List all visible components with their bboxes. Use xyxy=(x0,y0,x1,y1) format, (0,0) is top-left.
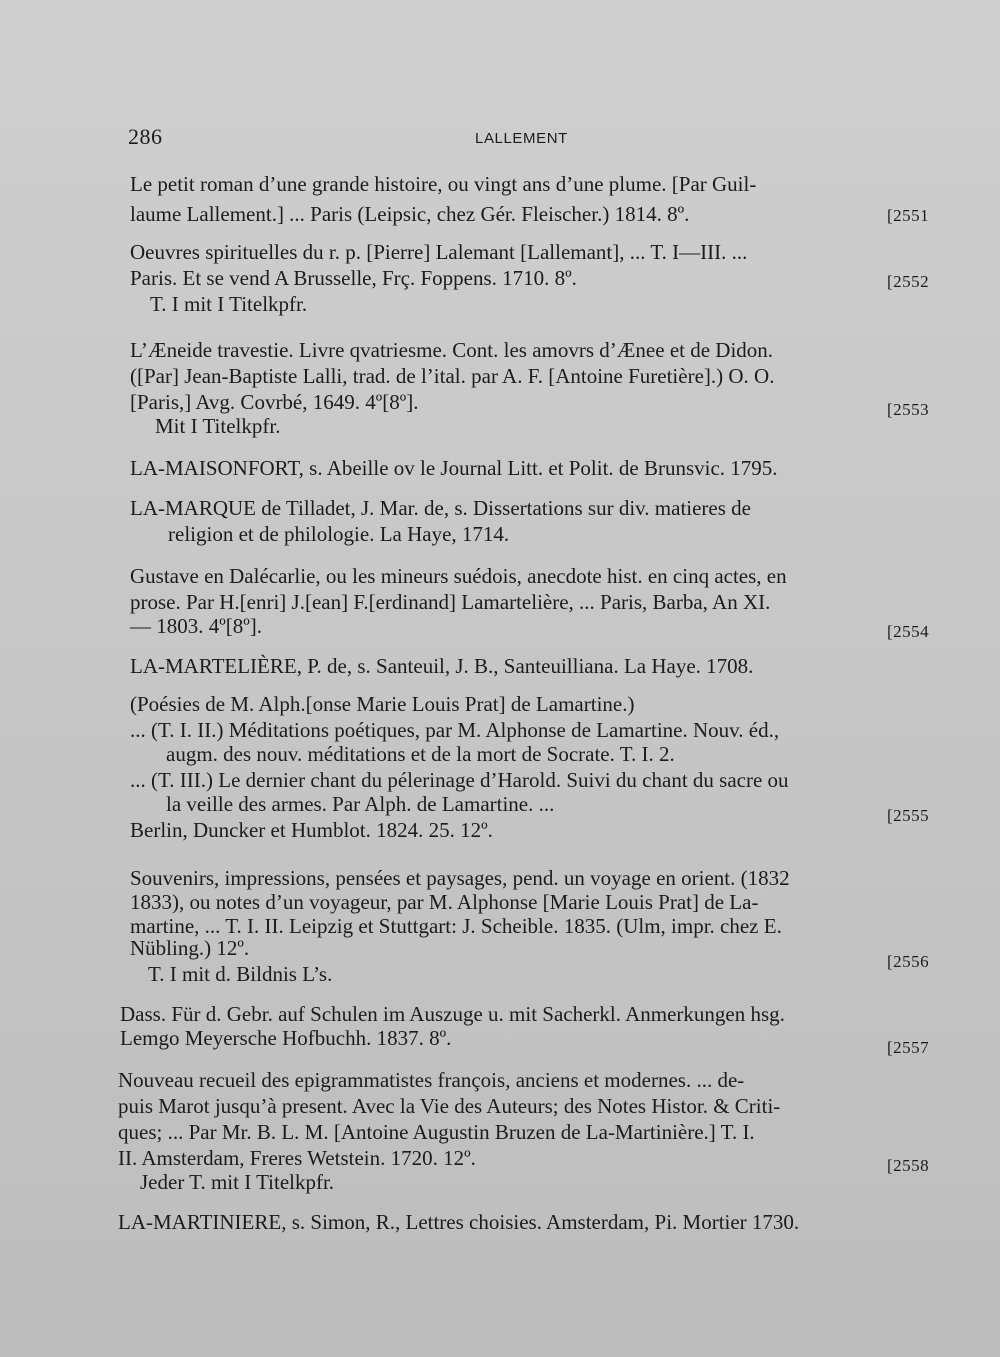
entry-number: [2554 xyxy=(887,622,930,641)
entry-line: Paris. Et se vend A Brusselle, Frç. Foppens. 1710. 8º. xyxy=(130,266,577,290)
entry-line: 1833), ou notes d’un voyageur, par M. Alphonse [Marie Louis Prat] de La- xyxy=(130,890,759,914)
running-head: LALLEMENT xyxy=(475,130,568,147)
entry-line: augm. des nouv. méditations et de la mort de Socrate. T. I. 2. xyxy=(166,742,675,766)
entry-line: Jeder T. mit I Titelkpfr. xyxy=(140,1170,335,1194)
entry-line: puis Marot jusqu’à present. Avec la Vie des Auteurs; des Notes Histor. & Criti- xyxy=(118,1094,781,1118)
entry-line: la veille des armes. Par Alph. de Lamartine. ... xyxy=(166,792,555,816)
entry-line: ... (T. III.) Le dernier chant du pélerinage d’Harold. Suivi du chant du sacre ou xyxy=(130,768,789,792)
entry-number: [2558 xyxy=(887,1156,930,1175)
entry-line: Berlin, Duncker et Humblot. 1824. 25. 12º. xyxy=(130,818,493,842)
entry-line: Mit I Titelkpfr. xyxy=(155,414,281,438)
entry-line: LA-MARTINIERE, s. Simon, R., Lettres choisies. Amsterdam, Pi. Mortier 1730. xyxy=(118,1210,800,1234)
entry-line: religion et de philologie. La Haye, 1714. xyxy=(168,522,510,546)
entry-number: [2553 xyxy=(887,400,930,419)
entry-line: Souvenirs, impressions, pensées et paysages, pend. un voyage en orient. (1832 xyxy=(130,866,790,890)
entry-line: Gustave en Dalécarlie, ou les mineurs suédois, anecdote hist. en cinq actes, en xyxy=(130,564,787,588)
entry-line: LA-MARQUE de Tilladet, J. Mar. de, s. Dissertations sur div. matieres de xyxy=(130,496,751,520)
entry-line: ... (T. I. II.) Méditations poétiques, par M. Alphonse de Lamartine. Nouv. éd., xyxy=(130,718,780,742)
entry-line: Dass. Für d. Gebr. auf Schulen im Auszuge u. mit Sacherkl. Anmerkungen hsg. xyxy=(120,1002,785,1026)
entry-line: LA-MAISONFORT, s. Abeille ov le Journal Litt. et Polit. de Brunsvic. 1795. xyxy=(130,456,778,480)
entry-line: Nübling.) 12º. xyxy=(130,936,250,960)
entry-line: T. I mit d. Bildnis L’s. xyxy=(148,962,333,986)
entry-line: ([Par] Jean-Baptiste Lalli, trad. de l’ital. par A. F. [Antoine Furetière].) O. O. xyxy=(130,364,775,388)
entry-line: — 1803. 4º[8º]. xyxy=(130,614,263,638)
entry-line: L’Æneide travestie. Livre qvatriesme. Cont. les amovrs d’Ænee et de Didon. xyxy=(130,338,774,362)
entry-line: Lemgo Meyersche Hofbuchh. 1837. 8º. xyxy=(120,1026,452,1050)
entry-line: ques; ... Par Mr. B. L. M. [Antoine Augustin Bruzen de La-Martinière.] T. I. xyxy=(118,1120,755,1144)
entry-line: prose. Par H.[enri] J.[ean] F.[erdinand] Lamartelière, ... Paris, Barba, An XI. xyxy=(130,590,771,614)
entry-number: [2551 xyxy=(887,206,930,225)
entry-line: Nouveau recueil des epigrammatistes françois, anciens et modernes. ... de- xyxy=(118,1068,745,1092)
entry-line: LA-MARTELIÈRE, P. de, s. Santeuil, J. B., Santeuilliana. La Haye. 1708. xyxy=(130,654,754,678)
entry-line: martine, ... T. I. II. Leipzig et Stuttgart: J. Scheible. 1835. (Ulm, impr. chez E. xyxy=(130,914,782,938)
entry-line: T. I mit I Titelkpfr. xyxy=(150,292,308,316)
entry-line: (Poésies de M. Alph.[onse Marie Louis Prat] de Lamartine.) xyxy=(130,692,635,716)
entry-line: Le petit roman d’une grande histoire, ou vingt ans d’une plume. [Par Guil- xyxy=(130,172,757,196)
entry-line: II. Amsterdam, Freres Wetstein. 1720. 12º. xyxy=(118,1146,476,1170)
entry-line: [Paris,] Avg. Covrbé, 1649. 4º[8º]. xyxy=(130,390,419,414)
entry-line: laume Lallement.] ... Paris (Leipsic, chez Gér. Fleischer.) 1814. 8º. xyxy=(130,202,690,226)
entry-number: [2555 xyxy=(887,806,930,825)
entry-number: [2556 xyxy=(887,952,930,971)
entry-number: [2552 xyxy=(887,272,930,291)
entry-line: Oeuvres spirituelles du r. p. [Pierre] Lalemant [Lallemant], ... T. I—III. ... xyxy=(130,240,748,264)
entry-number: [2557 xyxy=(887,1038,930,1057)
page-number: 286 xyxy=(128,124,163,149)
